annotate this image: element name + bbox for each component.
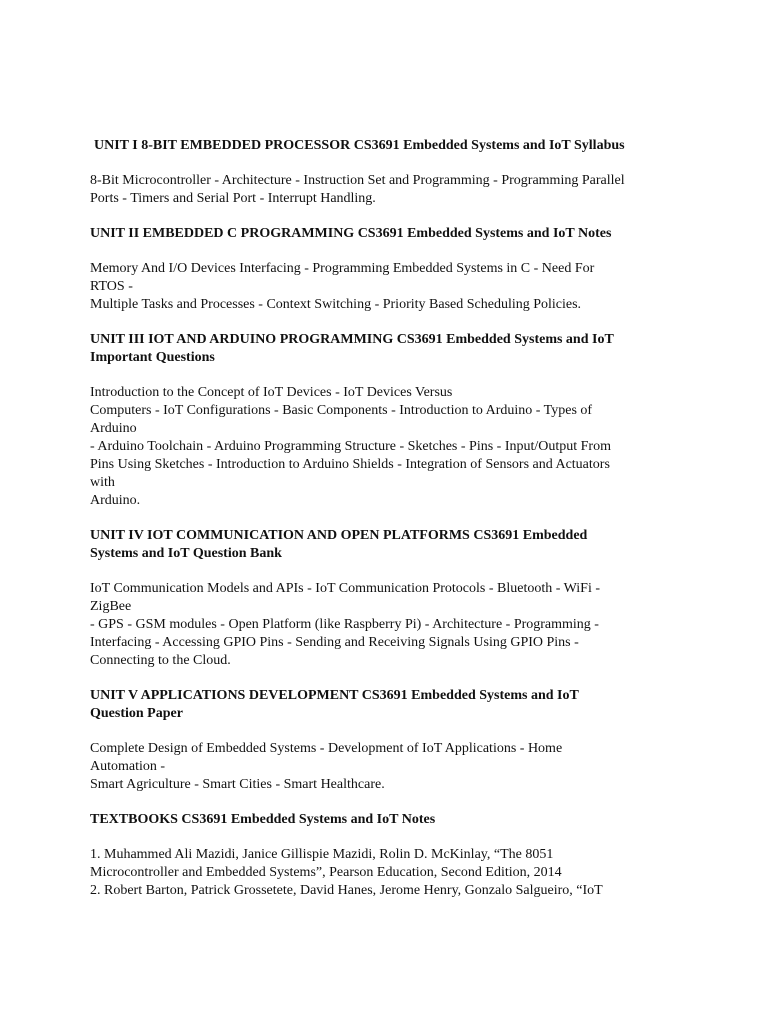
textbooks-heading: TEXTBOOKS CS3691 Embedded Systems and IoT Notes <box>90 812 436 827</box>
unit3-body: Introduction to the Concept of IoT Devices - IoT Devices Versus Computers - IoT Configurations - Basic Components - Introduction to Arduino - Types of Arduino - Arduino Toolchain - Arduino Programming Structure - Sketches - Pins - Input/Output From Pins Using Sketches - Introduction to Arduino Shields - Integration of Sensors and Actuators with Arduino. <box>90 385 611 508</box>
textbooks-section <box>90 811 690 829</box>
unit5-body-block <box>90 740 690 794</box>
unit5-heading: UNIT V APPLICATIONS DEVELOPMENT CS3691 Embedded Systems and IoT Question Paper <box>90 688 579 721</box>
textbooks-body: 1. Muhammed Ali Mazidi, Janice Gillispie Mazidi, Rolin D. McKinlay, “The 8051 Microcontroller and Embedded Systems”, Pearson Education, Second Edition, 2014 2. Robert Barton, Patrick Grossetete, David Hanes, Jerome Henry, Gonzalo Salgueiro, “IoT <box>90 847 603 898</box>
unit4-body-block <box>90 580 690 670</box>
unit1-body: 8-Bit Microcontroller - Architecture - Instruction Set and Programming - Programming Parallel Ports - Timers and Serial Port - Interrupt Handling. <box>90 173 625 206</box>
unit2-section <box>90 225 690 243</box>
unit1-heading: UNIT I 8-BIT EMBEDDED PROCESSOR CS3691 Embedded Systems and IoT Syllabus <box>94 138 625 153</box>
unit4-section <box>90 527 690 563</box>
unit2-body-block <box>90 260 690 314</box>
unit4-heading: UNIT IV IOT COMMUNICATION AND OPEN PLATFORMS CS3691 Embedded Systems and IoT Question Bank <box>90 528 588 561</box>
unit2-body: Memory And I/O Devices Interfacing - Programming Embedded Systems in C - Need For RTOS - Multiple Tasks and Processes - Context Switching - Priority Based Scheduling Policies. <box>90 261 595 312</box>
unit4-body: IoT Communication Models and APIs - IoT Communication Protocols - Bluetooth - WiFi - ZigBee - GPS - GSM modules - Open Platform (like Raspberry Pi) - Architecture - Programming - Interfacing - Accessing GPIO Pins - Sending and Receiving Signals Using GPIO Pins - Connecting to the Cloud. <box>90 581 601 668</box>
textbooks-body-block <box>90 846 690 900</box>
document-page <box>90 137 690 917</box>
unit2-heading: UNIT II EMBEDDED C PROGRAMMING CS3691 Embedded Systems and IoT Notes <box>90 226 612 241</box>
unit5-section <box>90 687 690 723</box>
unit3-section <box>90 331 690 367</box>
unit3-heading: UNIT III IOT AND ARDUINO PROGRAMMING CS3691 Embedded Systems and IoT Important Questions <box>90 332 614 365</box>
unit1-section <box>90 137 690 155</box>
unit1-body-block <box>90 172 690 208</box>
unit5-body: Complete Design of Embedded Systems - Development of IoT Applications - Home Automation - Smart Agriculture - Smart Cities - Smart Healthcare. <box>90 741 563 792</box>
unit3-body-block <box>90 384 690 510</box>
